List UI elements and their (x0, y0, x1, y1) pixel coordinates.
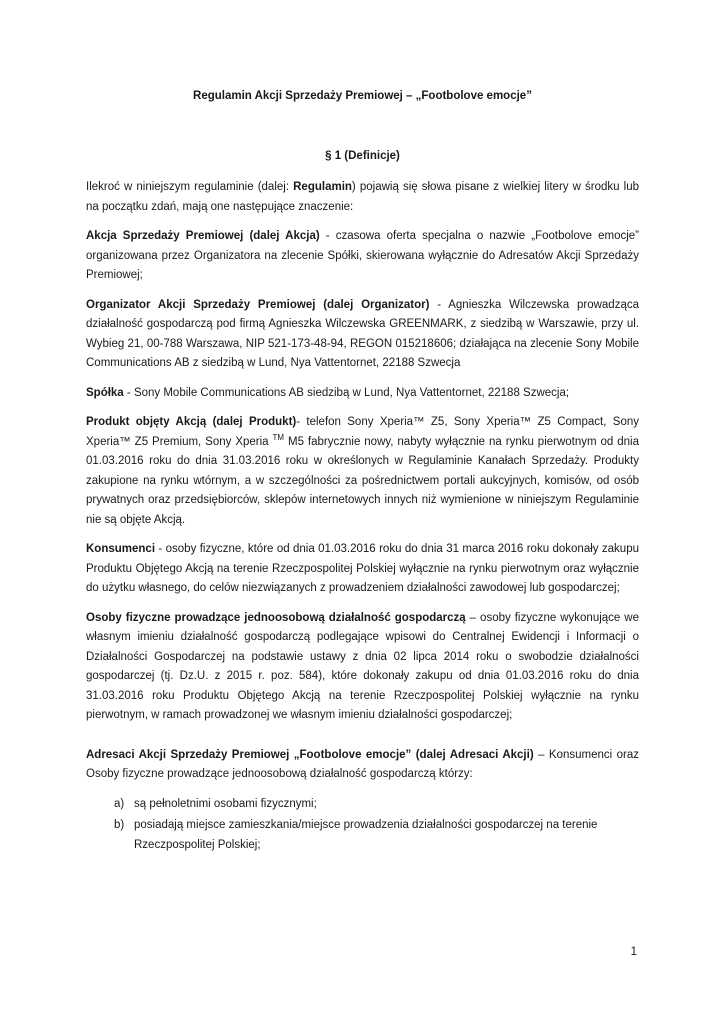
definition-produkt (86, 413, 639, 530)
definition-text: – Konsumenci oraz Osoby fizyczne prowadzące jednoosobową działalność gospodarczą którzy: (86, 748, 639, 780)
definition-text: – osoby fizyczne wykonujące we własnym imieniu działalność gospodarczą podlegające wpisowi do Centralnej Ewidencji i Informacji o Działalności Gospodarczej na podstawie ustawy z dnia 02 lipca 2014 roku o swobodzie działalności gospodarczej (tj. Dz.U. z 2015 r. poz. 584), które dokonały zakupu od dnia 01.03.2016 roku do dnia 31.03.2016 roku Produktu Objętego Akcją na terenie Rzeczpospolitej Polskiej wyłącznie na rynku pierwotnym, w ramach prowadzonej we własnym imieniu działalności gospodarczej; (86, 611, 640, 721)
list-item-text: są pełnoletnimi osobami fizycznymi; (134, 797, 317, 810)
definition-konsumenci (86, 540, 639, 599)
definition-text: M5 fabrycznie nowy, nabyty wyłącznie na rynku pierwotnym od dnia 01.03.2016 roku do dnia 31.03.2016 roku w określonych w Regulaminie Kanałach Sprzedaży. Produkty zakupione na rynku wtórnym, a w szczególności za pośrednictwem portali aukcyjnych, komisów, od osób prywatnych oraz przedsiębiorców, sklepów internetowych innych niż wymienione w niniejszym Regulaminie nie są objęte Akcją. (86, 435, 639, 526)
definition-term: Produkt objęty Akcją (dalej Produkt) (86, 416, 297, 428)
intro-bold-term: Regulamin (293, 181, 352, 193)
adresaci-conditions-list (86, 795, 639, 856)
intro-text-before: Ilekroć w niniejszym regulaminie (dalej: (86, 181, 294, 193)
list-marker: a) (114, 797, 125, 810)
document-title: Regulamin Akcji Sprzedaży Premiowej – „Footbolove emocje” (193, 90, 532, 102)
definition-organizator (86, 296, 639, 374)
definition-spolka (86, 384, 639, 404)
definition-term: Akcja Sprzedaży Premiowej (dalej Akcja) (86, 230, 320, 242)
intro-text-after: ) pojawią się słowa pisane z wielkiej litery w środku lub na początku zdań, mają one następujące znaczenie: (86, 181, 639, 213)
trademark-superscript: TM (272, 432, 285, 442)
definition-text: - telefon Sony Xperia™ Z5, Sony Xperia™ Z5 Compact, Sony Xperia™ Z5 Premium, Sony Xperia (86, 416, 639, 448)
list-marker: b) (114, 819, 125, 831)
definition-osoby-fizyczne (86, 609, 639, 726)
list-item (86, 795, 639, 815)
definition-term: Adresaci Akcji Sprzedaży Premiowej „Footbolove emocje” (dalej Adresaci Akcji) (86, 748, 534, 761)
document-body (86, 178, 639, 857)
intro-paragraph (86, 178, 639, 217)
definition-term: Osoby fizyczne prowadzące jednoosobową działalność gospodarczą (86, 611, 466, 624)
page-number: 1 (630, 946, 637, 958)
section-title: § 1 (Definicje) (325, 150, 400, 162)
definition-text: - czasowa oferta specjalna o nazwie „Footbolove emocje” organizowana przez Organizatora na zlecenie Spółki, skierowana wyłącznie do Adresatów Akcji Sprzedaży Premiowej; (86, 230, 640, 281)
definition-text: - Sony Mobile Communications AB siedzibą w Lund, Nya Vattentornet, 22188 Szwecja; (123, 386, 570, 399)
list-item (86, 816, 639, 855)
definition-term: Konsumenci (86, 543, 156, 555)
definition-adresaci (86, 746, 639, 785)
definition-akcja (86, 227, 639, 286)
definition-term: Spółka (86, 386, 124, 399)
definition-text: - Agnieszka Wilczewska prowadząca działalność gospodarczą pod firmą Agnieszka Wilczewska GREENMARK, z siedzibą w Warszawie, przy ul. Wybieg 21, 00-788 Warszawa, NIP 521-173-48-94, REGON 015218606; działająca na zlecenie Sony Mobile Communications AB z siedzibą w Lund, Nya Vattentornet, 22188 Szwecja (86, 298, 639, 369)
definition-text: - osoby fizyczne, które od dnia 01.03.2016 roku do dnia 31 marca 2016 roku dokonały zakupu Produktu Objętego Akcją na terenie Rzeczpospolitej Polskiej wyłącznie na rynku pierwotnym oraz wyłącznie do użytku własnego, do celów niezwiązanych z prowadzeniem działalności zawodowej lub gospodarczej; (86, 543, 639, 594)
list-item-text: posiadają miejsce zamieszkania/miejsce prowadzenia działalności gospodarczej na terenie Rzeczpospolitej Polskiej; (134, 819, 598, 851)
definition-term: Organizator Akcji Sprzedaży Premiowej (dalej Organizator) (86, 298, 430, 311)
